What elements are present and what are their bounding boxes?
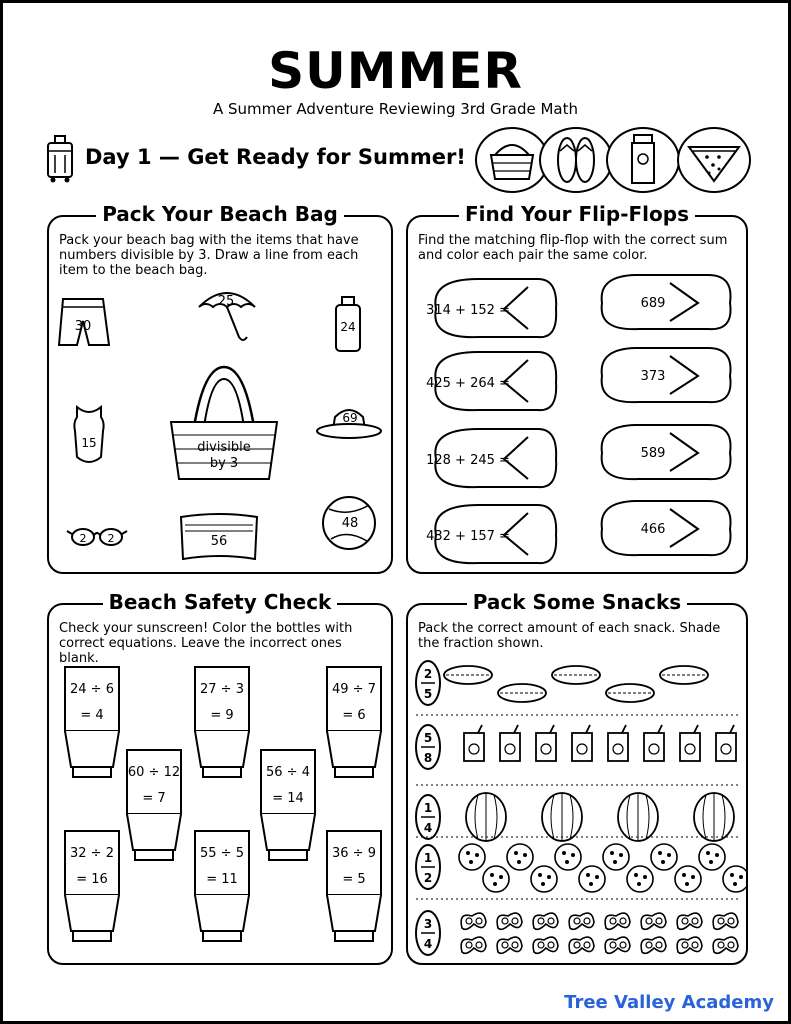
umbrella-icon <box>199 293 255 340</box>
flip-flop-answer: 373 <box>640 369 666 384</box>
pretzel-icon[interactable] <box>713 913 738 929</box>
fraction-denominator: 4 <box>423 937 433 951</box>
sunglasses-icon <box>67 529 127 545</box>
bottle-expression: 56 ÷ 4 <box>266 765 310 780</box>
cookie-icon[interactable] <box>459 844 485 870</box>
item-value: 15 <box>81 436 97 450</box>
pretzel-icon[interactable] <box>497 913 522 929</box>
pretzel-icon[interactable] <box>713 937 738 953</box>
cookie-icon[interactable] <box>699 844 725 870</box>
flip-flop-right[interactable] <box>602 275 731 329</box>
flip-flop-answer: 466 <box>640 522 666 537</box>
sandwich-icon[interactable] <box>498 684 546 702</box>
item-value-2: 2 <box>107 532 115 545</box>
watermelon-icon[interactable] <box>466 793 506 841</box>
sandwich-icon[interactable] <box>660 666 708 684</box>
sunscreen-bottle[interactable] <box>195 667 249 777</box>
bottle-result: = 4 <box>80 708 104 723</box>
pretzel-icon[interactable] <box>533 937 558 953</box>
snacks-instructions: Pack the correct amount of each snack. Shade the fraction shown. <box>418 621 721 651</box>
sunscreen-bottle[interactable] <box>327 667 381 777</box>
fraction-numerator: 3 <box>423 917 433 931</box>
flip-flop-sum: 432 + 157 = <box>426 529 510 544</box>
juice-box-icon[interactable] <box>536 725 556 761</box>
sun-hat-icon <box>317 410 381 438</box>
pretzel-icon[interactable] <box>533 913 558 929</box>
bottle-result: = 7 <box>142 791 166 806</box>
item-value: 30 <box>74 319 92 334</box>
safety-instructions: Check your sunscreen! Color the bottles with correct equations. Leave the incorrect ones blank. <box>59 621 353 666</box>
flip-flop-answer: 689 <box>640 296 666 311</box>
sunscreen-bottle[interactable] <box>195 831 249 941</box>
fraction-denominator: 4 <box>423 821 433 835</box>
bottle-result: = 14 <box>272 791 304 806</box>
flip-flop-left[interactable] <box>426 279 556 337</box>
item-value: 69 <box>342 411 358 425</box>
flip-flops-instructions: Find the matching flip-flop with the correct sum and color each pair the same color. <box>418 233 728 263</box>
snacks-title: Pack Some Snacks <box>467 590 687 614</box>
cookie-icon[interactable] <box>603 844 629 870</box>
beach-bag-icon <box>475 127 549 193</box>
watermelon-icon[interactable] <box>694 793 734 841</box>
bottle-expression: 55 ÷ 5 <box>200 846 244 861</box>
bottle-expression: 49 ÷ 7 <box>332 682 376 697</box>
flip-flop-left[interactable] <box>426 505 556 563</box>
flip-flop-answer: 589 <box>640 446 666 461</box>
footer-brand: Tree Valley Academy <box>564 992 774 1013</box>
cookie-icon[interactable] <box>483 866 509 892</box>
fraction-numerator: 1 <box>423 851 433 865</box>
item-value: 48 <box>341 516 359 531</box>
flip-flops-panel <box>406 202 748 574</box>
sunscreen-bottle[interactable] <box>127 750 181 860</box>
center-beach-bag-icon <box>171 367 277 479</box>
juice-box-icon[interactable] <box>716 725 736 761</box>
bottle-expression: 60 ÷ 12 <box>127 765 181 780</box>
snacks-panel <box>406 590 748 965</box>
sandwich-icon[interactable] <box>606 684 654 702</box>
sunscreen-icon <box>606 127 680 193</box>
sunscreen-bottle-icon <box>336 297 360 351</box>
suitcase-icon <box>45 135 75 185</box>
sandwich-icon[interactable] <box>552 666 600 684</box>
swim-shorts-icon <box>59 299 109 345</box>
cookie-icon[interactable] <box>651 844 677 870</box>
bottle-result: = 9 <box>210 708 234 723</box>
pretzel-icon[interactable] <box>605 937 630 953</box>
bottle-expression: 36 ÷ 9 <box>332 846 376 861</box>
fraction-denominator: 8 <box>423 751 433 765</box>
pretzel-icon[interactable] <box>677 913 702 929</box>
bottle-expression: 32 ÷ 2 <box>70 846 114 861</box>
bottle-expression: 24 ÷ 6 <box>70 682 114 697</box>
flip-flop-grid <box>408 217 746 572</box>
juice-box-icon[interactable] <box>500 725 520 761</box>
bottle-result: = 16 <box>76 872 108 887</box>
cookie-icon[interactable] <box>675 866 701 892</box>
cookie-icon[interactable] <box>531 866 557 892</box>
snack-row <box>416 725 736 769</box>
snack-row <box>416 793 734 841</box>
pretzel-icon[interactable] <box>497 937 522 953</box>
pretzel-icon[interactable] <box>677 937 702 953</box>
flip-flops-icon <box>539 127 613 193</box>
fraction-numerator: 2 <box>423 667 433 681</box>
watermelon-icon[interactable] <box>542 793 582 841</box>
cookie-icon[interactable] <box>555 844 581 870</box>
watermelon-icon[interactable] <box>618 793 658 841</box>
sunscreen-bottles <box>49 605 391 963</box>
pretzel-icon[interactable] <box>461 913 486 929</box>
beach-towel-icon <box>181 514 257 559</box>
pretzel-icon[interactable] <box>641 913 666 929</box>
juice-box-icon[interactable] <box>572 725 592 761</box>
cookie-icon[interactable] <box>627 866 653 892</box>
cookie-icon[interactable] <box>507 844 533 870</box>
juice-box-icon[interactable] <box>680 725 700 761</box>
swimsuit-icon <box>74 407 103 462</box>
flip-flop-right[interactable] <box>602 425 731 479</box>
item-value: 24 <box>340 320 356 334</box>
sunscreen-bottle[interactable] <box>65 831 119 941</box>
bottle-result: = 6 <box>342 708 366 723</box>
cookie-icon[interactable] <box>723 866 746 892</box>
fraction-denominator: 5 <box>423 687 433 701</box>
beach-items-art <box>49 217 391 572</box>
snack-rows <box>408 605 746 963</box>
juice-box-icon[interactable] <box>644 725 664 761</box>
snack-row <box>416 911 738 955</box>
beach-bag-title: Pack Your Beach Bag <box>96 202 344 226</box>
fraction-denominator: 2 <box>423 871 433 885</box>
juice-box-icon[interactable] <box>608 725 628 761</box>
bottle-result: = 11 <box>206 872 238 887</box>
beach-ball-icon <box>323 497 375 549</box>
pretzel-icon[interactable] <box>569 913 594 929</box>
snack-row <box>416 844 746 892</box>
flip-flop-right[interactable] <box>602 348 731 402</box>
cookie-icon[interactable] <box>579 866 605 892</box>
fraction-numerator: 1 <box>423 801 433 815</box>
day-heading: Day 1 — Get Ready for Summer! <box>85 145 466 169</box>
sunscreen-bottle[interactable] <box>261 750 315 860</box>
pretzel-icon[interactable] <box>569 937 594 953</box>
sunscreen-bottle[interactable] <box>65 667 119 777</box>
item-value: 2 <box>79 532 87 545</box>
sunscreen-bottle[interactable] <box>327 831 381 941</box>
flip-flop-left[interactable] <box>426 352 556 410</box>
watermelon-icon <box>677 127 751 193</box>
bag-label-line1: divisible <box>197 440 251 455</box>
flip-flop-sum: 314 + 152 = <box>426 303 510 318</box>
fraction-numerator: 5 <box>423 731 433 745</box>
juice-box-icon[interactable] <box>464 725 484 761</box>
flip-flop-left[interactable] <box>426 429 556 487</box>
bottle-result: = 5 <box>342 872 366 887</box>
safety-panel <box>47 590 393 965</box>
page-title: SUMMER <box>268 42 523 100</box>
page-subtitle: A Summer Adventure Reviewing 3rd Grade Math <box>212 100 579 118</box>
item-value: 56 <box>210 534 228 549</box>
beach-bag-instructions: Pack your beach bag with the items that have numbers divisible by 3. Draw a line from each item to the beach bag. <box>59 233 359 278</box>
bag-label-line2: by 3 <box>209 456 239 471</box>
beach-bag-panel <box>47 202 393 574</box>
pretzel-icon[interactable] <box>641 937 666 953</box>
flip-flop-sum: 128 + 245 = <box>426 453 510 468</box>
snack-row <box>416 661 708 705</box>
bottle-expression: 27 ÷ 3 <box>200 682 244 697</box>
item-value: 25 <box>217 294 235 309</box>
flip-flops-title: Find Your Flip-Flops <box>459 202 695 226</box>
pretzel-icon[interactable] <box>461 937 486 953</box>
pretzel-icon[interactable] <box>605 913 630 929</box>
flip-flop-sum: 425 + 264 = <box>426 376 510 391</box>
flip-flop-right[interactable] <box>602 501 731 555</box>
sandwich-icon[interactable] <box>444 666 492 684</box>
safety-title: Beach Safety Check <box>103 590 338 614</box>
